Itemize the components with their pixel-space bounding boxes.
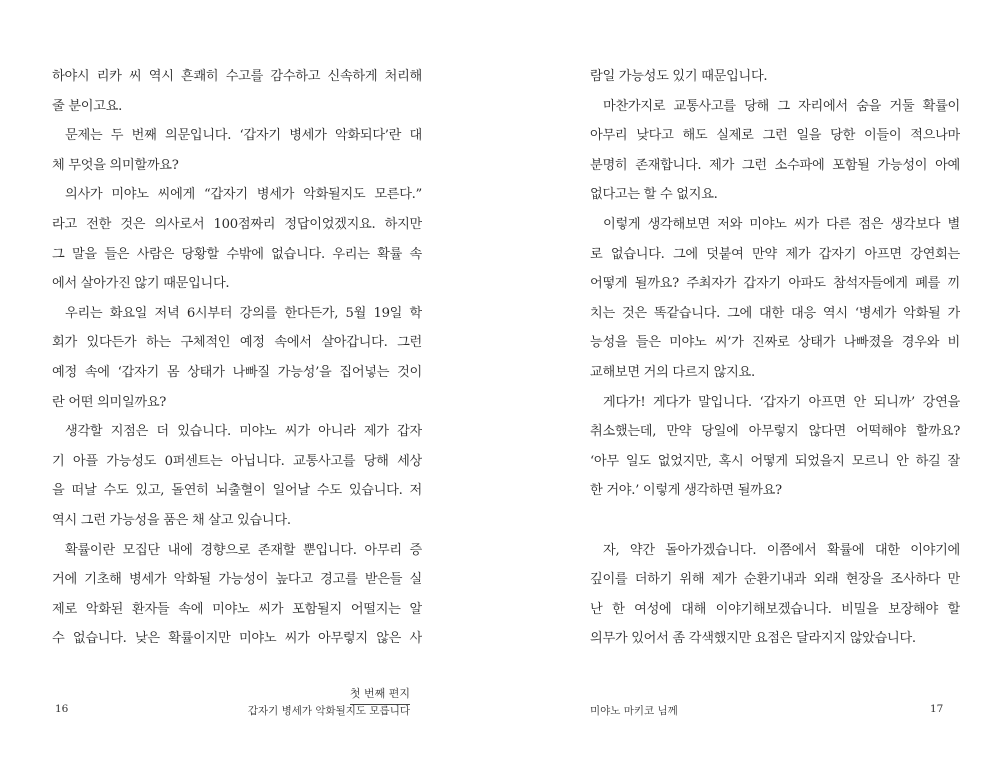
text-line: 제로 악화된 환자들 속에 미야노 씨가 포함될지 어떨지는 알 (52, 601, 422, 617)
text-line: 없다고는 할 수 없지요. (590, 187, 718, 203)
text-line: 능성을 들은 미야노 씨’가 진짜로 상태가 나빠졌을 경우와 비 (590, 335, 960, 351)
text-line: ‘아무 일도 없었지만, 혹시 어떻게 되었을지 모르니 안 하길 잘 (590, 453, 960, 469)
text-line: 라고 전한 것은 의사로서 100점짜리 정답이었겠지요. 하지만 (52, 216, 422, 232)
left-running-title: 갑자기 병세가 악화될지도 모릅니다 (247, 705, 410, 717)
text-line: 에서 살아가진 않기 때문입니다. (52, 276, 230, 292)
text-line: 확률이란 모집단 내에 경향으로 존재할 뿐입니다. 아무리 증 (65, 542, 422, 558)
text-line: 의무가 있어서 좀 각색했지만 요점은 달라지지 않았습니다. (590, 631, 916, 647)
text-line: 이렇게 생각해보면 저와 미야노 씨가 다른 점은 생각보다 별 (603, 216, 960, 232)
text-line: 그 말을 들은 사람은 당황할 수밖에 없습니다. 우리는 확률 속 (52, 246, 422, 262)
text-line: 한 거야.’ 이렇게 생각하면 될까요? (590, 483, 782, 499)
text-line: 체 무엇을 의미할까요? (52, 157, 179, 173)
text-line: 분명히 존재합니다. 제가 그런 소수파에 포함될 가능성이 아예 (590, 157, 960, 173)
text-line: 우리는 화요일 저녁 6시부터 강의를 한다든가, 5월 19일 학 (65, 305, 422, 321)
section-break (590, 506, 960, 536)
text-line: 난 한 여성에 대해 이야기해보겠습니다. 비밀을 보장해야 할 (590, 601, 960, 617)
text-line: 치는 것은 똑같습니다. 그에 대한 대응 역시 ‘병세가 악화될 가 (590, 305, 960, 321)
text-line: 문제는 두 번째 의문입니다. ‘갑자기 병세가 악화되다’란 대 (65, 128, 422, 144)
text-line: 을 떠날 수도 있고, 돌연히 뇌출혈이 일어날 수도 있습니다. 저 (52, 483, 422, 499)
text-line: 수 없습니다. 낮은 확률이지만 미야노 씨가 아무렇지 않은 사 (52, 631, 422, 647)
text-line: 역시 그런 가능성을 품은 채 살고 있습니다. (52, 512, 291, 528)
text-line: 어떻게 될까요? 주최자가 갑자기 아파도 참석자들에게 폐를 끼 (590, 276, 960, 292)
text-line: 회가 있다든가 하는 구체적인 예정 속에서 살아갑니다. 그런 (52, 335, 422, 351)
text-line: 취소했는데, 만약 당일에 아무렇지 않다면 어떡해야 할까요? (590, 424, 960, 440)
left-page-number: 16 (55, 703, 69, 715)
text-line: 예정 속에 ‘갑자기 몸 상태가 나빠질 가능성’을 집어넣는 것이 (52, 364, 422, 380)
text-line: 게다가! 게다가 말입니다. ‘갑자기 아프면 안 되니까’ 강연을 (603, 394, 960, 410)
text-line: 줄 분이고요. (52, 98, 122, 114)
text-line: 기 아플 가능성도 0퍼센트는 아닙니다. 교통사고를 당해 세상 (52, 453, 422, 469)
right-page-body (590, 62, 960, 654)
text-line: 람일 가능성도 있기 때문입니다. (590, 69, 768, 84)
right-page-number: 17 (930, 703, 944, 715)
chapter-label: 첫 번째 편지 (350, 685, 410, 705)
text-line: 아무리 낮다고 해도 실제로 그런 일을 당한 이들이 적으나마 (590, 128, 960, 144)
text-line: 교해보면 거의 다르지 않지요. (590, 364, 755, 380)
right-running-title: 미야노 마키코 님께 (590, 705, 678, 717)
text-line: 마찬가지로 교통사고를 당해 그 자리에서 숨을 거둘 확률이 (603, 98, 960, 114)
left-page-body (52, 62, 422, 654)
text-line: 자, 약간 돌아가겠습니다. 이쯤에서 확률에 대한 이야기에 (603, 542, 960, 558)
text-line: 깊이를 더하기 위해 제가 순환기내과 외래 현장을 조사하다 만 (590, 572, 960, 588)
text-line: 생각할 지점은 더 있습니다. 미야노 씨가 아니라 제가 갑자 (65, 424, 422, 440)
text-line: 거에 기초해 병세가 악화될 가능성이 높다고 경고를 받은들 실 (52, 572, 422, 588)
text-line: 로 없습니다. 그에 덧붙여 만약 제가 갑자기 아프면 강연회는 (590, 246, 960, 262)
text-line: 하야시 리카 씨 역시 흔쾌히 수고를 감수하고 신속하게 처리해 (52, 69, 422, 84)
text-line: 의사가 미야노 씨에게 “갑자기 병세가 악화될지도 모른다.” (65, 187, 422, 203)
text-line: 란 어떤 의미일까요? (52, 394, 167, 410)
